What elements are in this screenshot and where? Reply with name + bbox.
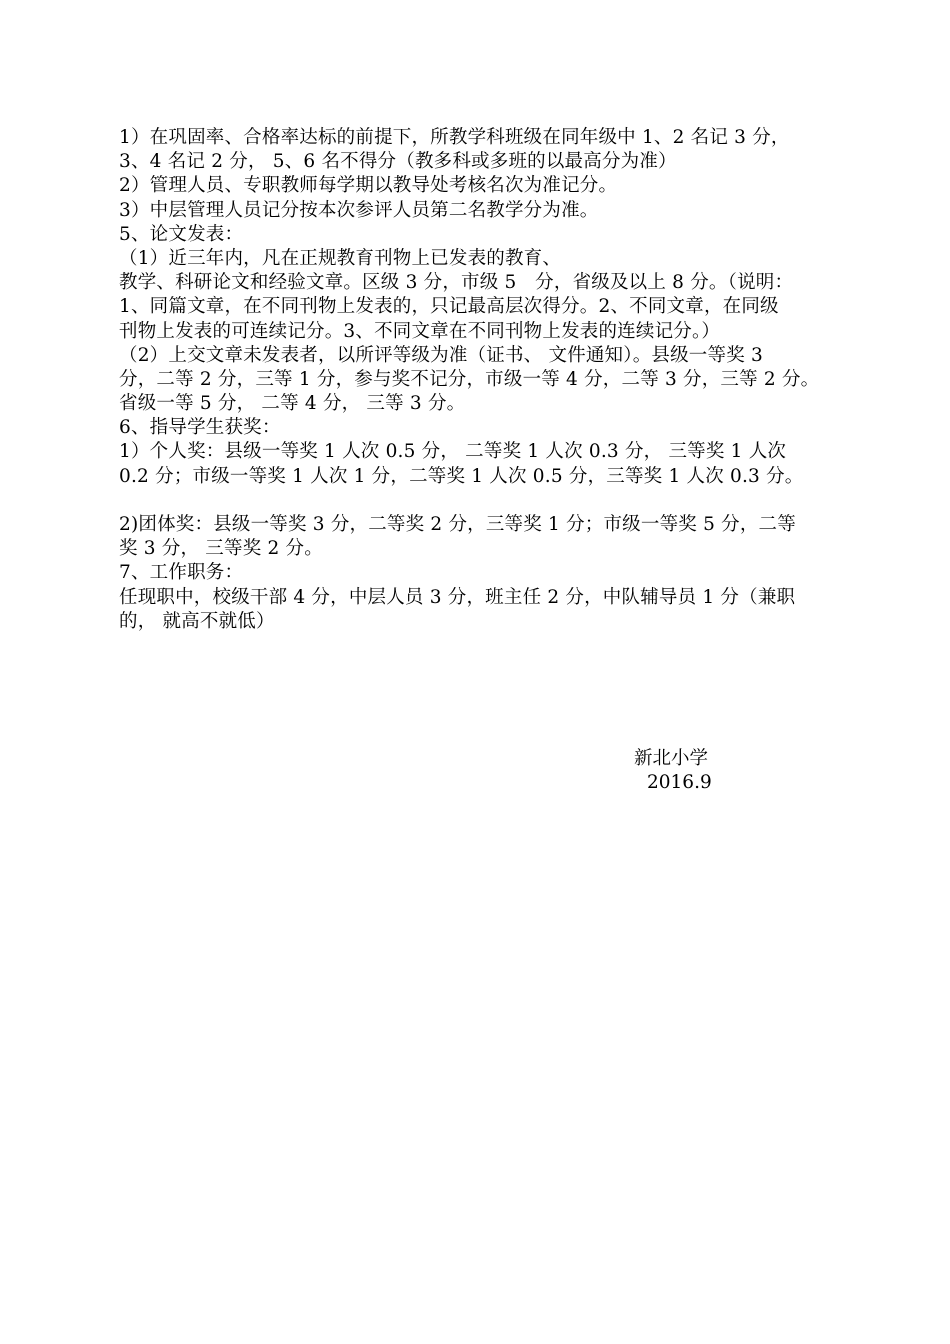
text-line: （1）近三年内，凡在正规教育刊物上已发表的教育、 [119, 247, 562, 269]
text-line: 刊物上发表的可连续记分。3、不同文章在不同刊物上发表的连续记分。） [119, 320, 721, 342]
text-line: 3）中层管理人员记分按本次参评人员第二名教学分为准。 [119, 199, 599, 221]
text-line: 2）管理人员、专职教师每学期以教导处考核名次为准记分。 [119, 175, 618, 197]
text-line: 2)团体奖：县级一等奖 3 分，二等奖 2 分，三等奖 1 分；市级一等奖 5 分，二等 [119, 514, 796, 535]
document-body [119, 126, 859, 634]
section-heading-student-awards: 6、指导学生获奖： [119, 417, 281, 439]
section-heading-papers: 5、论文发表： [119, 223, 244, 245]
text-line: 1）个人奖：县级一等奖 1 人次 0.5 分， 二等奖 1 人次 0.3 分， 三等奖 1 人次 [119, 441, 787, 463]
text-line: 0.2 分；市级一等奖 1 人次 1 分，二等奖 1 人次 0.5 分，三等奖 1 人次 0.3 分。 [119, 465, 804, 487]
blank-line [119, 489, 859, 513]
text-line: 3、4 名记 2 分， 5、6 名不得分（教多科或多班的以最高分为准） [119, 151, 677, 173]
text-line: 教学、科研论文和经验文章。区级 3 分，市级 5 分，省级及以上 8 分。（说明： [119, 272, 794, 294]
text-line: （2）上交文章未发表者，以所评等级为准（证书、 文件通知）。县级一等奖 3 [119, 344, 763, 366]
text-line: 奖 3 分， 三等奖 2 分。 [119, 538, 323, 560]
document-date: 2016.9 [647, 772, 712, 793]
text-line: 任现职中，校级干部 4 分，中层人员 3 分，班主任 2 分，中队辅导员 1 分（兼职 [119, 586, 796, 608]
school-name: 新北小学 [634, 748, 709, 769]
text-line: 分，二等 2 分，三等 1 分，参与奖不记分，市级一等 4 分，二等 3 分，三等 2 分。 [119, 368, 820, 390]
text-line: 1、同篇文章，在不同刊物上发表的，只记最高层次得分。2、不同文章，在同级 [119, 296, 779, 318]
signature-block [634, 747, 794, 795]
text-line: 省级一等 5 分， 二等 4 分， 三等 3 分。 [119, 393, 466, 415]
text-line: 1）在巩固率、合格率达标的前提下，所教学科班级在同年级中 1、2 名记 3 分， [119, 127, 790, 148]
text-line: 的， 就高不就低） [119, 610, 275, 632]
section-heading-job-duties: 7、工作职务： [119, 562, 244, 584]
